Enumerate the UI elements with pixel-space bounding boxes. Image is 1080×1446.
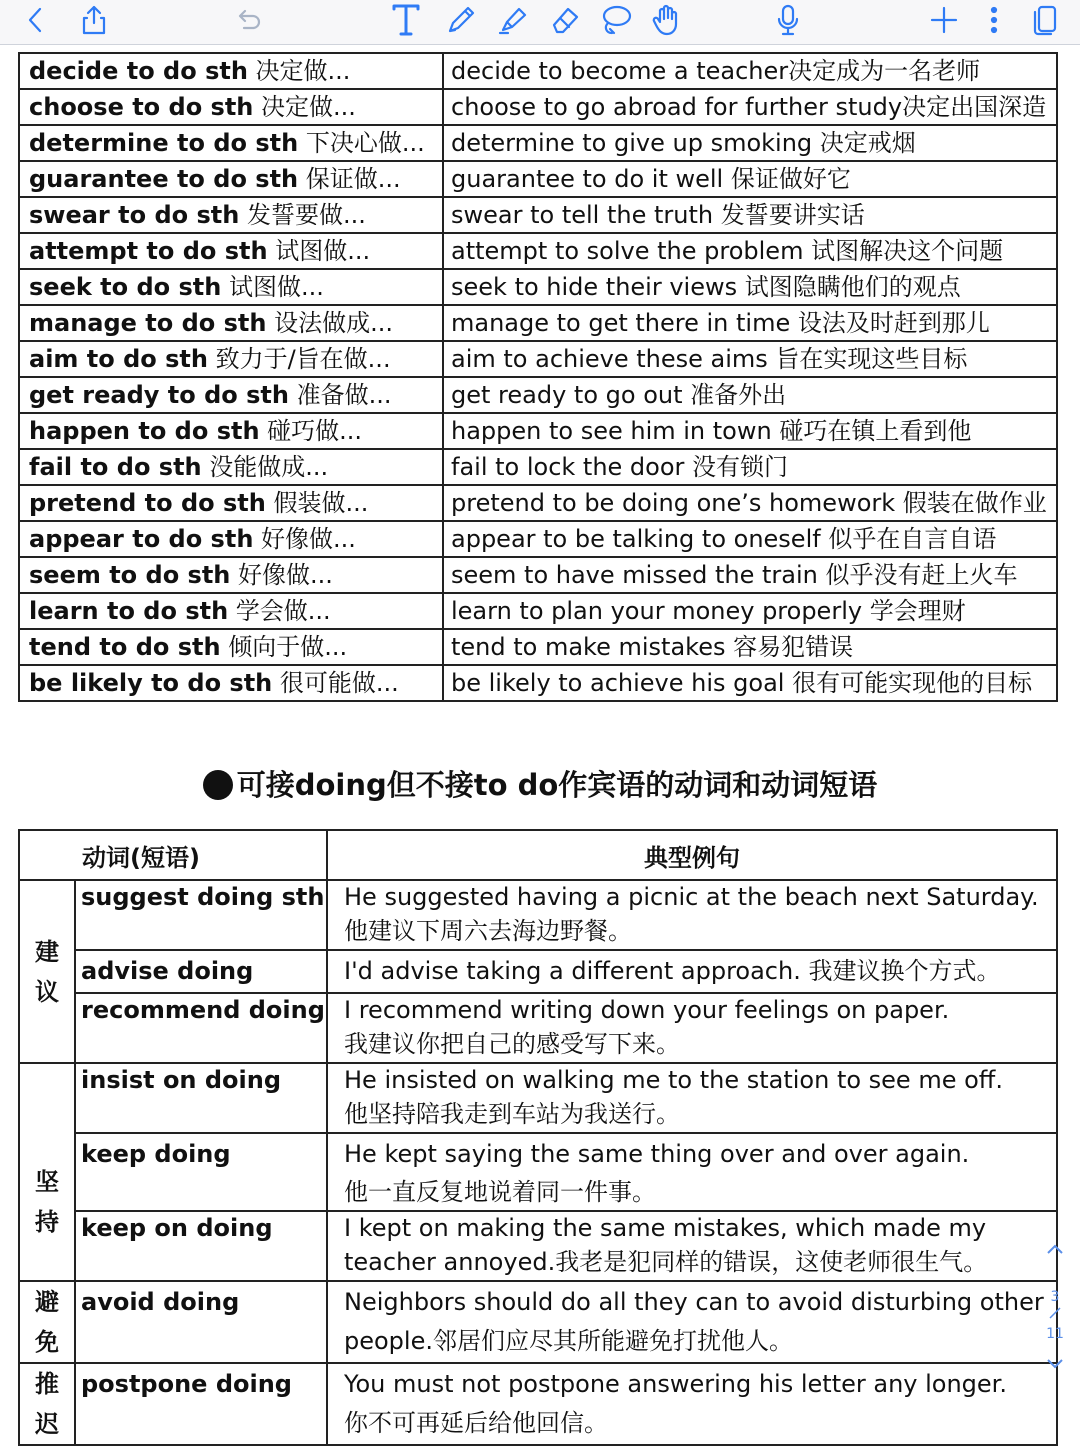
- example-cell: appear to be talking to oneself 似乎在自言自语: [443, 521, 1057, 557]
- group-char: 持: [35, 1208, 59, 1236]
- header-verb: 动词(短语): [19, 830, 327, 880]
- share-icon[interactable]: [78, 2, 110, 38]
- table-row: [19, 197, 1057, 233]
- verb-meaning: 假装做...: [265, 489, 369, 517]
- verb-meaning: 好像做...: [230, 561, 333, 589]
- page-total: 11: [1046, 1326, 1064, 1342]
- example-line: He suggested having a picnic at the beach next Saturday.: [344, 883, 1039, 911]
- example-cell: determine to give up smoking 决定戒烟: [443, 125, 1057, 161]
- verb-cell: insist on doing: [75, 1063, 327, 1133]
- header-example: 典型例句: [327, 830, 1057, 880]
- example-cell: fail to lock the door 没有锁门: [443, 449, 1057, 485]
- add-icon[interactable]: [928, 2, 960, 38]
- verb-cell: [19, 521, 443, 557]
- verb-cell: [19, 341, 443, 377]
- example-cell: be likely to achieve his goal 很有可能实现他的目标: [443, 665, 1057, 701]
- table-header-row: [19, 830, 1057, 880]
- table-row: [19, 125, 1057, 161]
- example-line: I recommend writing down your feelings on paper.: [344, 996, 950, 1024]
- verb-phrase: decide to do sth: [29, 57, 248, 85]
- verb-phrase: swear to do sth: [29, 201, 240, 229]
- pages-icon[interactable]: [1030, 2, 1060, 38]
- group-char: 免: [35, 1328, 59, 1356]
- example-cell: decide to become a teacher决定成为一名老师: [443, 53, 1057, 89]
- bullet-icon: [203, 770, 233, 800]
- verb-cell: [19, 161, 443, 197]
- verb-cell: avoid doing: [75, 1281, 327, 1363]
- text-tool-icon[interactable]: [390, 2, 422, 38]
- verb-cell: [19, 593, 443, 629]
- example-cell: [327, 1211, 1057, 1281]
- verb-phrase: fail to do sth: [29, 453, 202, 481]
- table-row: [19, 993, 1057, 1063]
- microphone-icon[interactable]: [774, 2, 802, 38]
- verb-cell: recommend doing: [75, 993, 327, 1063]
- example-line: 我建议你把自己的感受写下来。: [344, 1030, 680, 1058]
- verb-cell: [19, 413, 443, 449]
- verb-phrase: learn to do sth: [29, 597, 229, 625]
- example-line: 他坚持陪我走到车站为我送行。: [344, 1100, 680, 1128]
- verb-phrase: choose to do sth: [29, 93, 254, 121]
- example-cell: [327, 993, 1057, 1063]
- table-row: [19, 449, 1057, 485]
- verb-phrase: seek to do sth: [29, 273, 222, 301]
- example-cell: manage to get there in time 设法及时赶到那儿: [443, 305, 1057, 341]
- example-line: He insisted on walking me to the station to see me off.: [344, 1066, 1003, 1094]
- example-cell: [327, 1363, 1057, 1445]
- example-cell: choose to go abroad for further study决定出国深造: [443, 89, 1057, 125]
- verb-cell: keep on doing: [75, 1211, 327, 1281]
- table-row: [19, 557, 1057, 593]
- example-line: I kept on making the same mistakes, which made my: [344, 1214, 987, 1242]
- table-row: [19, 53, 1057, 89]
- more-icon[interactable]: [984, 2, 1004, 38]
- verb-meaning: 好像做...: [253, 525, 356, 553]
- verb-phrase: manage to do sth: [29, 309, 267, 337]
- verb-phrase: appear to do sth: [29, 525, 254, 553]
- example-line: You must not postpone answering his letter any longer.: [344, 1370, 1007, 1398]
- example-cell: seek to hide their views 试图隐瞒他们的观点: [443, 269, 1057, 305]
- verb-meaning: 准备做...: [288, 381, 392, 409]
- table-row: [19, 233, 1057, 269]
- table-row: [19, 341, 1057, 377]
- group-char: 议: [35, 977, 59, 1006]
- verb-cell: [19, 53, 443, 89]
- verb-cell: [19, 197, 443, 233]
- verb-cell: [19, 125, 443, 161]
- verb-phrase: pretend to do sth: [29, 489, 266, 517]
- verb-cell: suggest doing sth: [75, 880, 327, 950]
- table-row: [19, 269, 1057, 305]
- verb-cell: keep doing: [75, 1133, 327, 1211]
- lasso-icon[interactable]: [598, 2, 634, 38]
- verb-phrase: aim to do sth: [29, 345, 208, 373]
- verb-cell: advise doing: [75, 950, 327, 993]
- verb-meaning: 试图做...: [267, 237, 371, 265]
- verb-meaning: 设法做成...: [266, 309, 393, 337]
- table-row: [19, 593, 1057, 629]
- table-row: [19, 413, 1057, 449]
- page-divider: [1044, 1306, 1066, 1325]
- verb-meaning: 学会做...: [228, 597, 331, 625]
- page-up-icon[interactable]: [1044, 1242, 1066, 1260]
- verb-meaning: 很可能做...: [272, 669, 399, 697]
- example-line: I'd advise taking a different approach. 我建议换个方式。: [344, 957, 1001, 985]
- example-line: 你不可再延后给他回信。: [344, 1409, 608, 1437]
- verb-cell: [19, 89, 443, 125]
- group-char: 建: [35, 937, 59, 966]
- verb-meaning: 倾向于做...: [220, 633, 348, 661]
- table-row: [19, 665, 1057, 701]
- verb-cell: [19, 485, 443, 521]
- group-label-avoid: [19, 1281, 75, 1363]
- table-row: [19, 485, 1057, 521]
- verb-cell: [19, 269, 443, 305]
- example-cell: [327, 950, 1057, 993]
- group-label-postpone: [19, 1363, 75, 1445]
- undo-icon[interactable]: [234, 2, 264, 38]
- verb-cell: [19, 629, 443, 665]
- doing-verbs-table: [18, 829, 1058, 1446]
- verb-phrase: happen to do sth: [29, 417, 260, 445]
- group-char: 推: [35, 1370, 59, 1398]
- page-navigator: [1044, 1242, 1066, 1375]
- verb-phrase: attempt to do sth: [29, 237, 268, 265]
- page-current: 3: [1050, 1289, 1060, 1305]
- verb-phrase: tend to do sth: [29, 633, 221, 661]
- table-row: [19, 521, 1057, 557]
- example-cell: [327, 1063, 1057, 1133]
- verb-meaning: 决定做...: [247, 57, 351, 85]
- section-heading: [0, 762, 1080, 808]
- verb-cell: [19, 377, 443, 413]
- example-cell: [327, 880, 1057, 950]
- eraser-icon[interactable]: [548, 2, 582, 38]
- example-cell: aim to achieve these aims 旨在实现这些目标: [443, 341, 1057, 377]
- group-char: 避: [35, 1288, 59, 1316]
- group-char: 坚: [35, 1168, 59, 1196]
- table-row: [19, 89, 1057, 125]
- table-row: [19, 950, 1057, 993]
- table-row: [19, 305, 1057, 341]
- verb-phrase: guarantee to do sth: [29, 165, 299, 193]
- verb-meaning: 下决心做...: [298, 129, 425, 157]
- example-cell: guarantee to do it well 保证做好它: [443, 161, 1057, 197]
- verb-cell: [19, 665, 443, 701]
- table-row: [19, 1363, 1057, 1445]
- example-cell: [327, 1133, 1057, 1211]
- verb-meaning: 保证做...: [298, 165, 401, 193]
- table-row: [19, 1063, 1057, 1133]
- verb-meaning: 试图做...: [221, 273, 324, 301]
- group-label-insist: [19, 1063, 75, 1281]
- page-down-icon[interactable]: [1044, 1357, 1066, 1375]
- highlighter-icon[interactable]: [496, 2, 530, 38]
- group-label-suggest: [19, 880, 75, 1063]
- example-cell: get ready to go out 准备外出: [443, 377, 1057, 413]
- back-icon[interactable]: [20, 2, 50, 38]
- verb-meaning: 发誓要做...: [239, 201, 366, 229]
- verb-phrase: get ready to do sth: [29, 381, 289, 409]
- example-cell: swear to tell the truth 发誓要讲实话: [443, 197, 1057, 233]
- example-cell: tend to make mistakes 容易犯错误: [443, 629, 1057, 665]
- example-cell: pretend to be doing one’s homework 假装在做作业: [443, 485, 1057, 521]
- verb-cell: [19, 557, 443, 593]
- table-row: [19, 161, 1057, 197]
- verb-phrase: seem to do sth: [29, 561, 231, 589]
- table-row: [19, 880, 1057, 950]
- example-cell: learn to plan your money properly 学会理财: [443, 593, 1057, 629]
- top-toolbar: [0, 0, 1080, 45]
- hand-icon[interactable]: [650, 2, 684, 38]
- pen-icon[interactable]: [444, 2, 478, 38]
- verb-cell: postpone doing: [75, 1363, 327, 1445]
- section-heading-text: 可接doing但不接to do作宾语的动词和动词短语: [236, 768, 878, 802]
- example-line: teacher annoyed.我老是犯同样的错误，这使老师很生气。: [344, 1248, 988, 1276]
- verb-phrase: determine to do sth: [29, 129, 299, 157]
- example-line: Neighbors should do all they can to avoid disturbing other: [344, 1288, 1044, 1316]
- to-do-verbs-table: [18, 52, 1058, 702]
- group-char: 迟: [35, 1410, 59, 1438]
- verb-meaning: 决定做...: [253, 93, 356, 121]
- example-cell: [327, 1281, 1057, 1363]
- example-cell: happen to see him in town 碰巧在镇上看到他: [443, 413, 1057, 449]
- example-line: people.邻居们应尽其所能避免打扰他人。: [344, 1327, 793, 1355]
- table-row: [19, 629, 1057, 665]
- verb-cell: [19, 449, 443, 485]
- verb-cell: [19, 233, 443, 269]
- example-cell: attempt to solve the problem 试图解决这个问题: [443, 233, 1057, 269]
- verb-meaning: 致力于/旨在做...: [207, 345, 391, 373]
- verb-meaning: 没能做成...: [201, 453, 329, 481]
- example-line: 他一直反复地说着同一件事。: [344, 1178, 656, 1206]
- verb-cell: [19, 305, 443, 341]
- example-line: 他建议下周六去海边野餐。: [344, 917, 632, 945]
- table-row: [19, 1281, 1057, 1363]
- table-row: [19, 377, 1057, 413]
- verb-phrase: be likely to do sth: [29, 669, 273, 697]
- table-row: [19, 1133, 1057, 1211]
- verb-meaning: 碰巧做...: [259, 417, 363, 445]
- example-cell: seem to have missed the train 似乎没有赶上火车: [443, 557, 1057, 593]
- table-row: [19, 1211, 1057, 1281]
- example-line: He kept saying the same thing over and over again.: [344, 1140, 970, 1168]
